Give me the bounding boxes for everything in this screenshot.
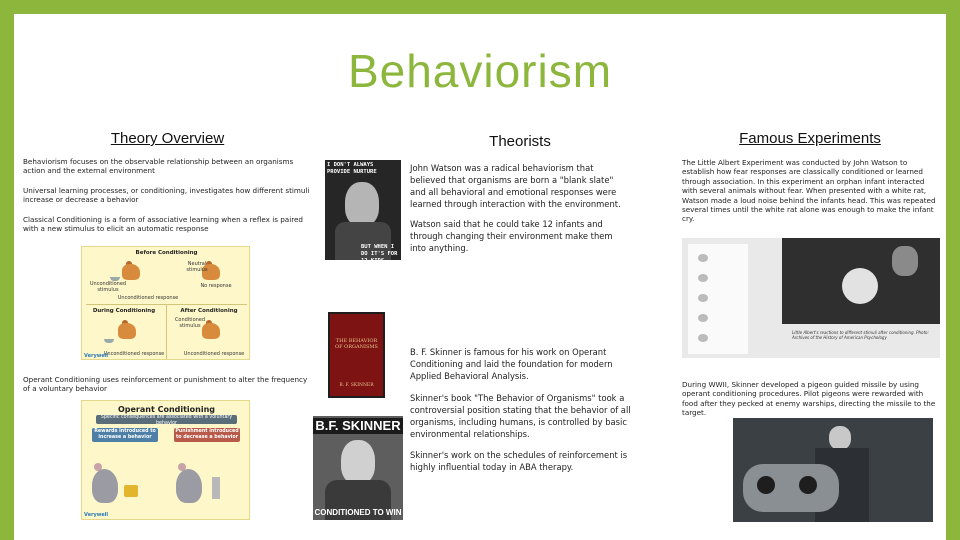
verywell-logo: Verywell [84,512,109,518]
book-title: THE BEHAVIOR OF ORGANISMS [335,338,378,350]
skinner-pigeon-missile-photo [733,418,933,522]
food-bowl-icon [104,339,114,343]
skinner-para-1: B. F. Skinner is famous for his work on Operant Conditioning and laid the foundation for modern Applied Behavioral Analysis. [410,347,613,381]
infant-sketch-icon [698,334,708,342]
theory-overview-heading: Theory Overview [110,130,225,147]
lever-icon [212,477,220,499]
book-author: B. F. SKINNER [339,383,374,388]
unconditioned-response-label: Unconditioned response [117,295,179,301]
little-albert-description: The Little Albert Experiment was conducted by John Watson to establish how fear responses are classically conditioned or learned through association. In this experiment an orphan infant interacted with several animals without fear. When presented with a white rat, Watson made a loud noise behind the infants head. This was repeated several times until the white rat alone was enough to make the infant cry. [682,158,936,224]
verywell-logo: Verywell [84,353,109,359]
dog-icon [122,264,140,280]
unconditioned-stimulus-label: Unconditioned stimulus [89,281,127,293]
infant-sketch-icon [698,274,708,282]
unconditioned-response-label: Unconditioned response [103,351,165,357]
watson-photo-bottom-caption: BUT WHEN I DO IT'S FOR 12 KIDS [361,244,398,264]
watson-para-2: Watson said that he could take 12 infants and through changing their environment make them into anything. [410,219,613,253]
infant-sketch-icon [698,294,708,302]
infant-sketch-icon [698,254,708,262]
behavior-of-organisms-book-cover [328,312,385,398]
skinner-figure-head [829,426,851,450]
infant-figure [842,268,878,304]
before-conditioning-label: Before Conditioning [135,250,198,256]
overview-para-1: Behaviorism focuses on the observable relationship between an organisms action and the external environment [23,157,294,176]
cheese-icon [124,485,138,497]
overview-para-4: Operant Conditioning uses reinforcement or punishment to alter the frequency of a voluntary behavior [23,375,308,394]
operant-conditioning-diagram [81,400,250,520]
no-response-label: No response [200,283,232,289]
pigeon-window-icon [799,476,817,494]
pigeon-missile-description: During WWII, Skinner developed a pigeon guided missile by using operant conditioning procedures. Pilot pigeons were rewarded with food after they pecked at enemy warships, directing the missile to the target. [682,380,936,418]
theorists-heading: Theorists [489,133,551,150]
albert-lab-photo [782,238,940,324]
mouse-icon [176,469,202,503]
pigeon-window-icon [757,476,775,494]
punishment-box: Punishment introduced to decrease a behavior [175,429,239,440]
portrait-face [341,440,375,484]
overview-para-2: Universal learning processes, or conditioning, investigates how different stimuli increase or decrease a behavior [23,186,310,205]
rewards-box: Rewards introduced to increase a behavior [92,428,158,442]
skinner-para-3: Skinner's work on the schedules of reinforcement is highly influential today in ABA therapy. [410,450,628,472]
after-conditioning-label: After Conditioning [180,308,238,314]
little-albert-experiment-photo [682,238,940,358]
dog-icon [118,323,136,339]
operant-diagram-subheading: Specific consequences are associated with a voluntary behavior [96,415,237,424]
watson-photo-top-caption: I DON'T ALWAYS PROVIDE NURTURE [327,162,377,175]
famous-experiments-heading: Famous Experiments [739,130,881,147]
infant-sketch-icon [698,314,708,322]
john-watson-meme-photo [325,160,401,264]
conditioned-stimulus-label: Conditioned stimulus [174,317,206,329]
watson-para-1: John Watson was a radical behaviorism that believed that organisms are born a "blank slate" and all behavioral and emotional responses were learned through interaction with the environment. [410,163,621,209]
top-frame-bar [0,0,960,14]
little-albert-photo-caption: Little Albert's reactions to different stimuli after conditioning. Photo: Archives of the History of American Psychology [792,330,929,340]
skinner-photo-name: B.F. SKINNER [313,418,403,434]
adult-figure [892,246,918,276]
skinner-photo-caption: CONDITIONED TO WIN [314,508,402,517]
mouse-icon [92,469,118,503]
operant-diagram-heading: Operant Conditioning [117,405,216,414]
skinner-para-2: Skinner's book "The Behavior of Organisms" took a controversial position stating that the behavior of all organisms, including humans, is controlled by basic environmental relationships. [410,393,631,439]
slide-title: Behaviorism [347,45,613,97]
portrait-face [345,182,379,226]
during-conditioning-label: During Conditioning [92,308,156,314]
skinner-meme-photo [313,416,403,520]
classical-conditioning-diagram [81,246,250,360]
reaction-sketches [688,244,748,354]
neutral-stimulus-label: Neutral stimulus [186,261,208,273]
overview-para-3: Classical Conditioning is a form of associative learning when a reflex is paired with a new stimulus to elicit an automatic response [23,215,303,234]
unconditioned-response-label: Unconditioned response [183,351,245,357]
